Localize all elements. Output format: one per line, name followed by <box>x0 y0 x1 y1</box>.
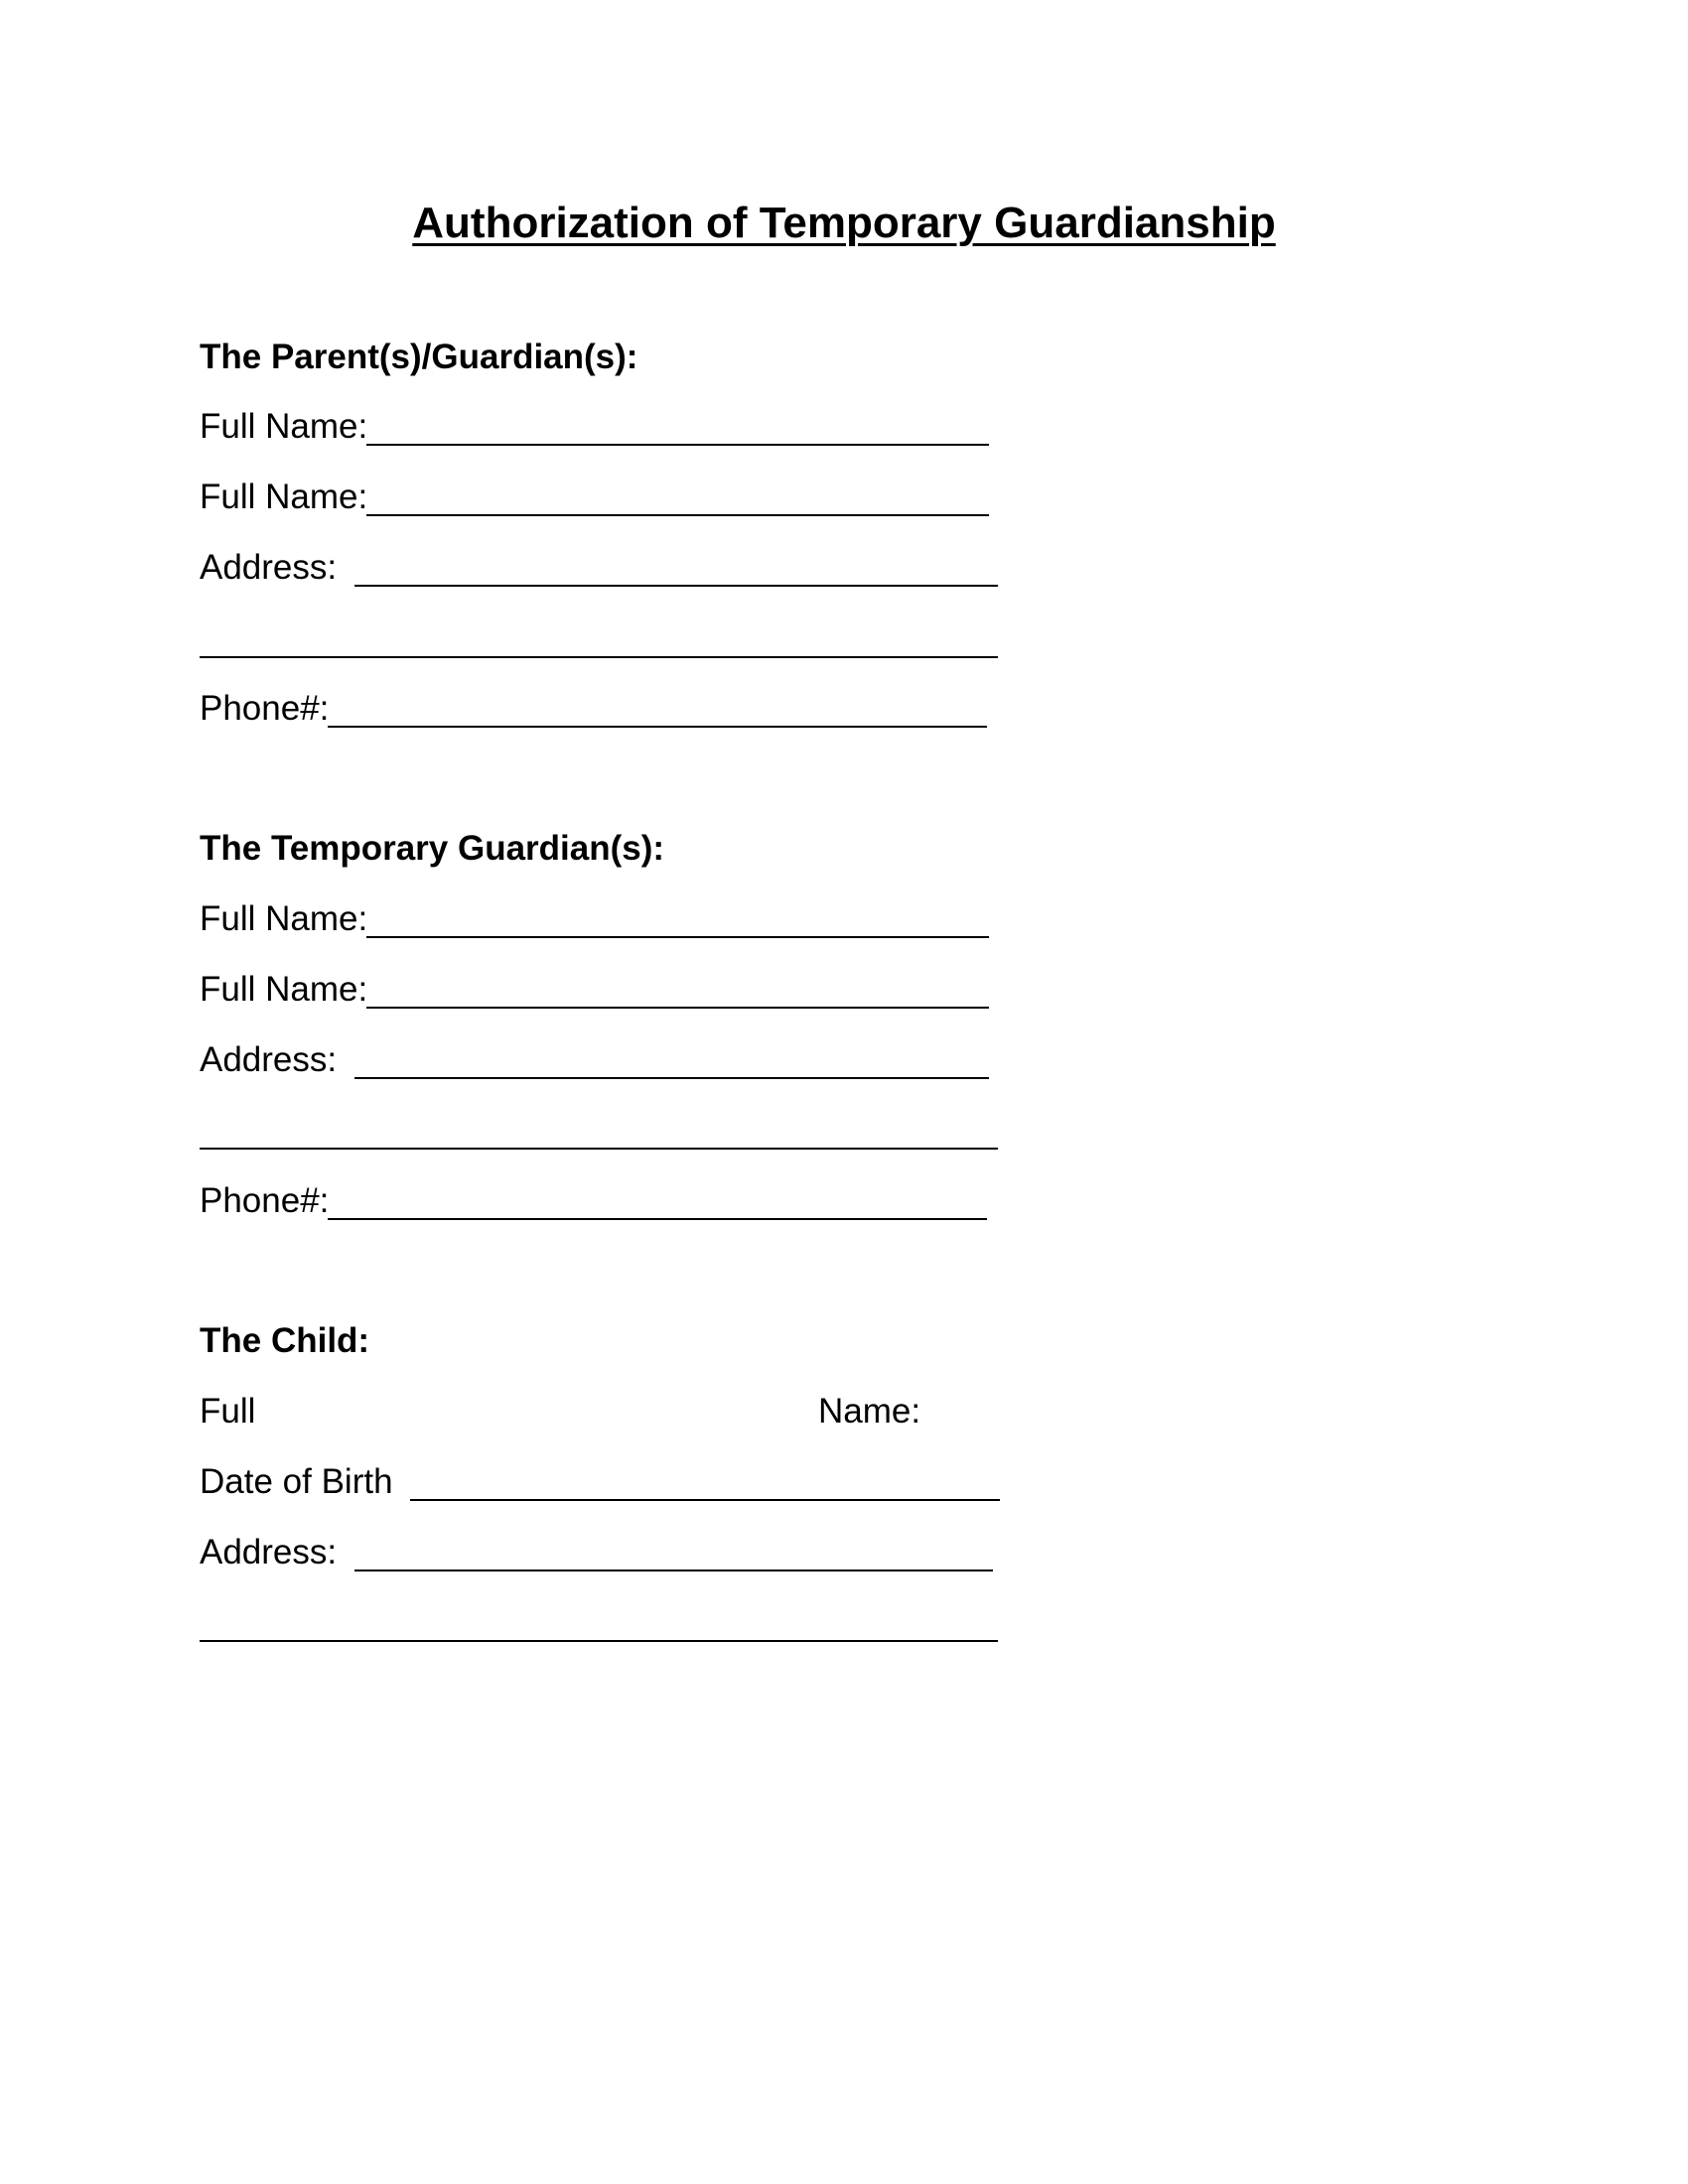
parents-full-name-1-label: Full Name: <box>200 407 368 446</box>
guardians-full-name-1-field[interactable] <box>366 936 989 938</box>
parents-phone-label: Phone#: <box>200 689 330 728</box>
child-section-heading: The Child: <box>200 1321 370 1360</box>
parents-address-field-2[interactable] <box>200 656 998 658</box>
guardians-full-name-2-field[interactable] <box>366 1007 989 1009</box>
guardians-full-name-2-label: Full Name: <box>200 970 368 1009</box>
child-dob-field[interactable] <box>410 1499 1000 1501</box>
parents-phone-field[interactable] <box>328 726 987 728</box>
child-address-field-1[interactable] <box>354 1570 993 1571</box>
child-address-field-2[interactable] <box>200 1640 998 1642</box>
guardians-address-label: Address: <box>200 1040 338 1079</box>
parents-full-name-1-field[interactable] <box>366 444 989 446</box>
guardians-section-heading: The Temporary Guardian(s): <box>200 829 665 868</box>
guardians-address-field-1[interactable] <box>354 1077 989 1079</box>
parents-full-name-2-field[interactable] <box>366 514 989 516</box>
child-dob-label: Date of Birth <box>200 1462 393 1501</box>
guardians-phone-field[interactable] <box>328 1218 987 1220</box>
parents-full-name-2-label: Full Name: <box>200 478 368 516</box>
guardians-full-name-1-label: Full Name: <box>200 899 368 938</box>
child-address-label: Address: <box>200 1533 338 1571</box>
parents-address-label: Address: <box>200 548 338 587</box>
document-title: Authorization of Temporary Guardianship <box>412 199 1276 247</box>
parents-section-heading: The Parent(s)/Guardian(s): <box>200 338 638 376</box>
child-full-label: Full <box>200 1392 256 1431</box>
guardians-address-field-2[interactable] <box>200 1148 998 1150</box>
parents-address-field-1[interactable] <box>354 585 998 587</box>
guardians-phone-label: Phone#: <box>200 1181 330 1220</box>
child-name-label: Name: <box>818 1392 921 1431</box>
